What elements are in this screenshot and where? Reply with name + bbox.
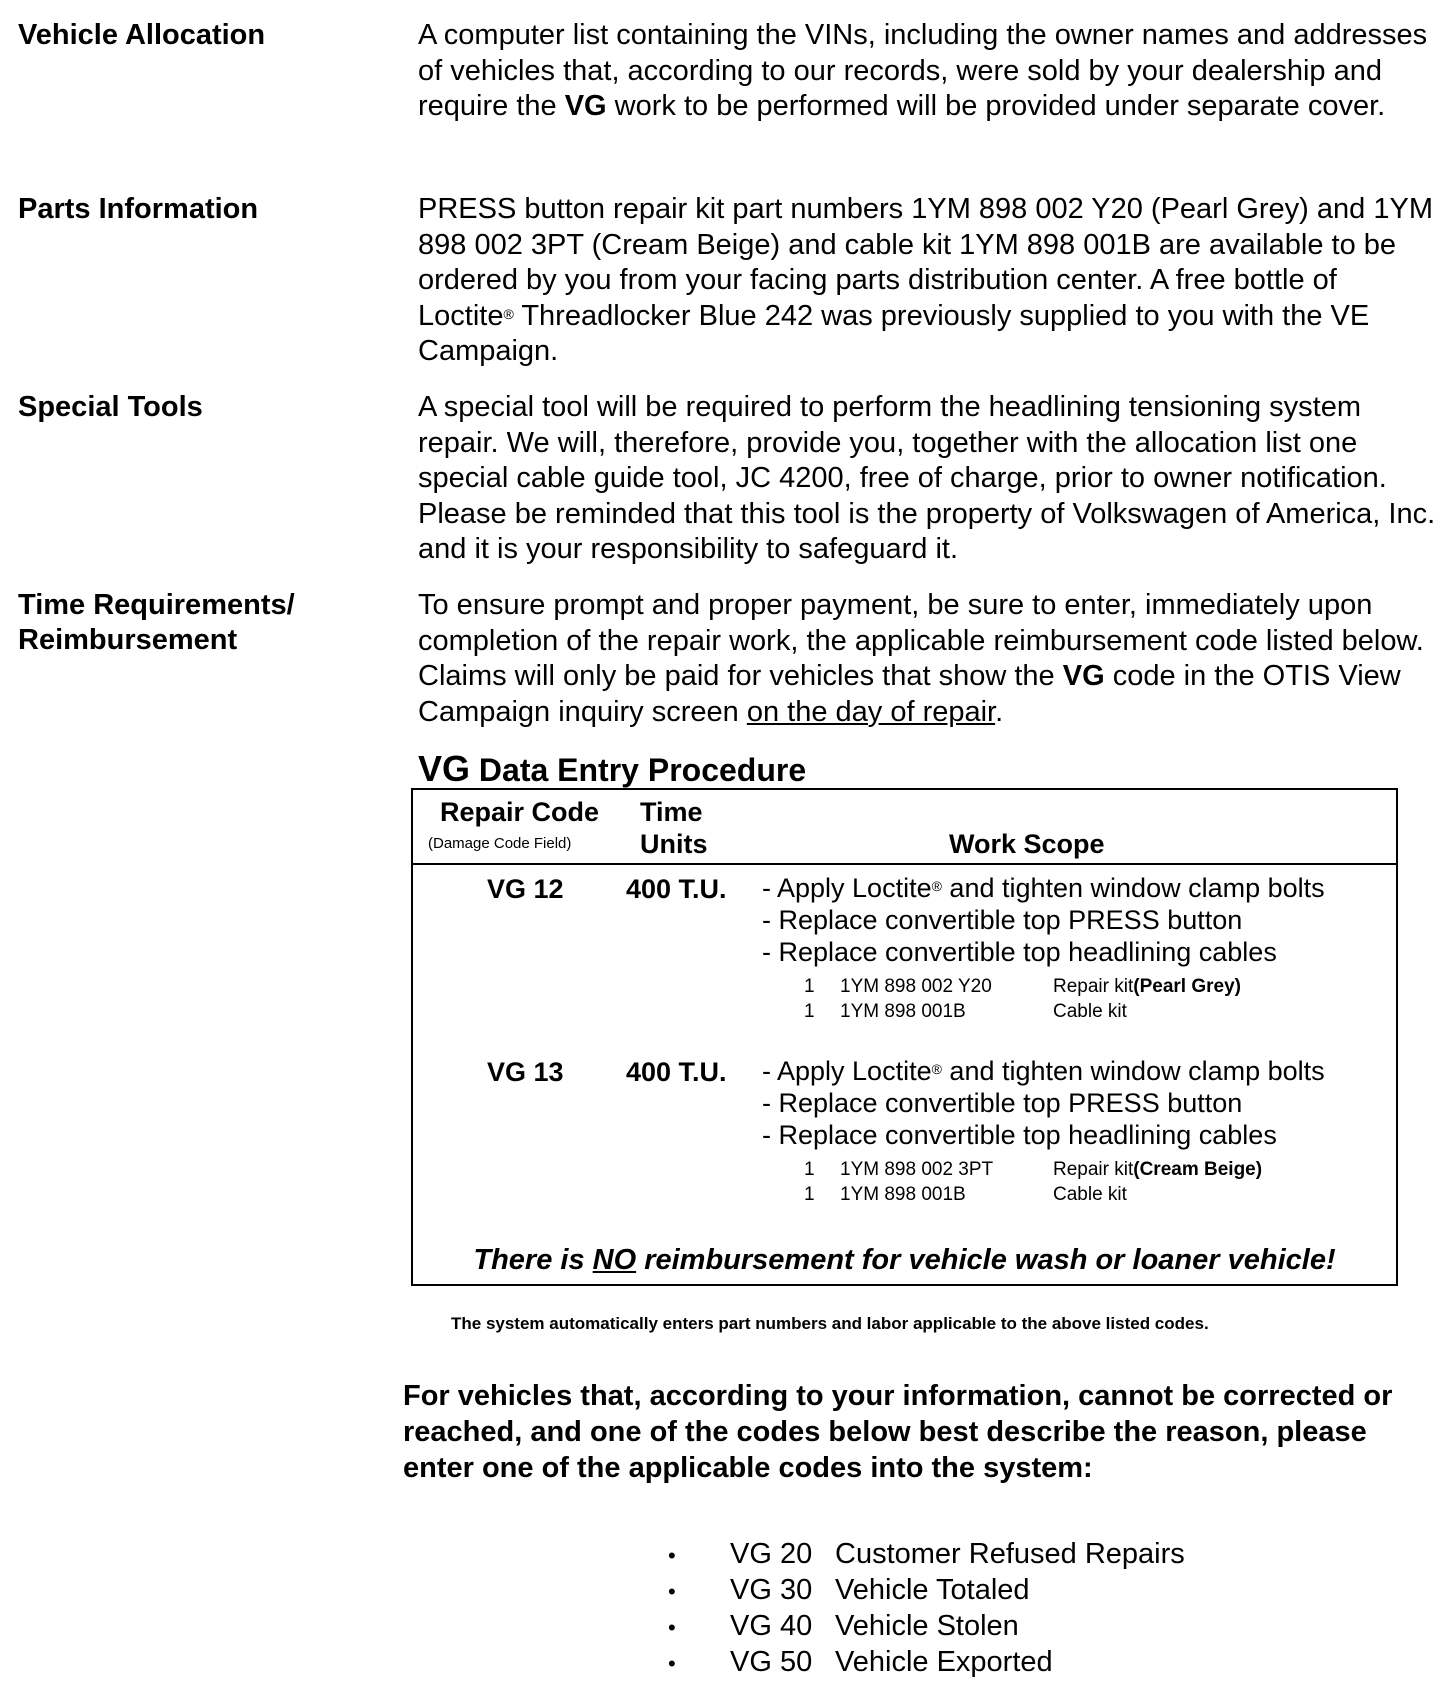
list-item: • VG 40 Vehicle Stolen bbox=[668, 1609, 1185, 1645]
special-tools-label: Special Tools bbox=[18, 391, 203, 423]
repair-code-vg13: VG 13 bbox=[487, 1057, 564, 1087]
vehicle-allocation-label: Vehicle Allocation bbox=[18, 19, 266, 51]
uncorrectable-vehicles-text: For vehicles that, according to your information, cannot be corrected or reached, and one of the codes below best describe the reason, please enter one of the applicable codes into the system: bbox=[403, 1380, 1393, 1484]
header-divider bbox=[413, 863, 1396, 865]
procedure-title: VG Data Entry Procedure bbox=[418, 748, 807, 789]
header-units: Units bbox=[640, 829, 708, 859]
part-row: 1 1YM 898 002 Y20 Repair kit(Pearl Grey) bbox=[804, 976, 1241, 997]
time-units-vg13: 400 T.U. bbox=[626, 1057, 727, 1087]
work-scope-vg13: - Apply Loctite® and tighten window clamp bolts - Replace convertible top PRESS button - Replace convertible top headlining cables bbox=[762, 1056, 1325, 1150]
vehicle-allocation-text: A computer list containing the VINs, including the owner names and addresses of vehicles that, according to our records, were sold by your dealership and require the VG work to be performed will be provided under separate cover. bbox=[418, 19, 1428, 122]
system-note: The system automatically enters part numbers and labor applicable to the above listed codes. bbox=[451, 1314, 1209, 1333]
header-time: Time bbox=[640, 797, 703, 827]
bullet-icon: • bbox=[668, 1543, 676, 1568]
repair-code-vg12: VG 12 bbox=[487, 874, 564, 904]
list-item: • VG 20 Customer Refused Repairs bbox=[668, 1537, 1185, 1573]
part-row: 1 1YM 898 001B Cable kit bbox=[804, 1184, 1127, 1205]
code-list bbox=[668, 1537, 1185, 1681]
work-scope-vg12: - Apply Loctite® and tighten window clamp bolts - Replace convertible top PRESS button - Replace convertible top headlining cables bbox=[762, 873, 1325, 967]
reimbursement-warning: There is NO reimbursement for vehicle wash or loaner vehicle! bbox=[473, 1244, 1336, 1276]
list-item: • VG 30 Vehicle Totaled bbox=[668, 1573, 1185, 1609]
bullet-icon: • bbox=[668, 1579, 676, 1604]
time-requirements-text: To ensure prompt and proper payment, be sure to enter, immediately upon completion of the repair work, the applicable reimbursement code listed below. Claims will only be paid for vehicles that show the VG code in the OTIS View Campaign inquiry screen on the day of repair. bbox=[418, 589, 1424, 728]
list-item: • VG 50 Vehicle Exported bbox=[668, 1645, 1185, 1681]
procedure-table bbox=[411, 788, 1398, 1286]
time-units-vg12: 400 T.U. bbox=[626, 874, 727, 904]
bullet-icon: • bbox=[668, 1651, 676, 1676]
header-work-scope: Work Scope bbox=[949, 829, 1105, 859]
special-tools-text: A special tool will be required to perform the headlining tensioning system repair. We will, therefore, provide you, together with the allocation list one special cable guide tool, JC 4200, free of charge, prior to owner notification. Please be reminded that this tool is the property of Volkswagen of America, Inc. and it is your responsibility to safeguard it. bbox=[418, 391, 1436, 565]
part-row: 1 1YM 898 002 3PT Repair kit(Cream Beige) bbox=[804, 1159, 1263, 1180]
bullet-icon: • bbox=[668, 1615, 676, 1640]
header-repair-code: Repair Code bbox=[440, 797, 600, 827]
header-damage-code-field: (Damage Code Field) bbox=[428, 835, 572, 852]
part-row: 1 1YM 898 001B Cable kit bbox=[804, 1001, 1127, 1022]
parts-information-label: Parts Information bbox=[18, 193, 259, 225]
time-requirements-label: Time Requirements/ Reimbursement bbox=[18, 589, 295, 656]
parts-information-text: PRESS button repair kit part numbers 1YM 898 002 Y20 (Pearl Grey) and 1YM 898 002 3PT (Cream Beige) and cable kit 1YM 898 001B are available to be ordered by you from your facing parts distribution center. A free bottle of Loctite® Threadlocker Blue 242 was previously supplied to you with the VE Campaign. bbox=[418, 193, 1433, 367]
